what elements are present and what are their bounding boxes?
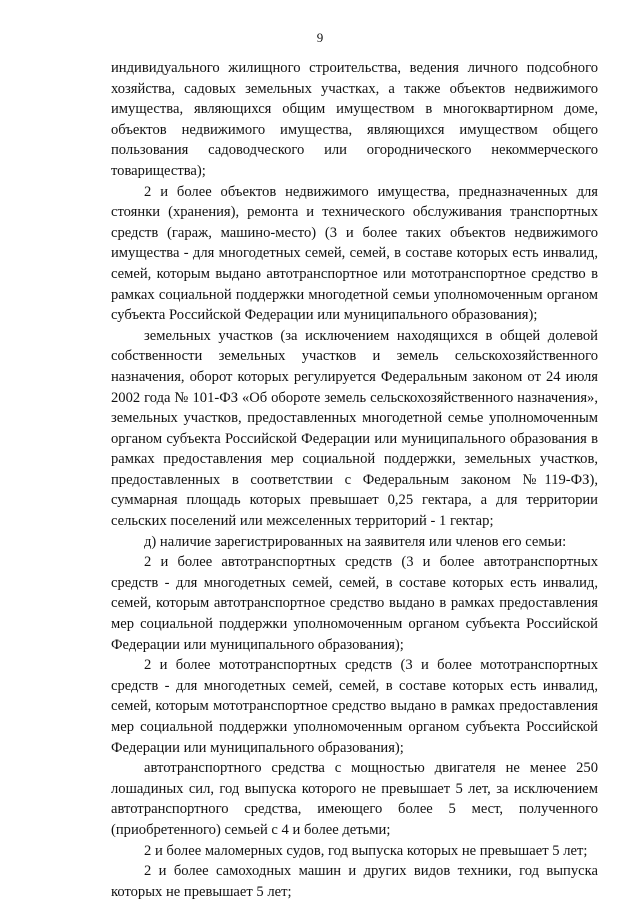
paragraph-4: д) наличие зарегистрированных на заявителя или членов его семьи: [144,533,567,550]
paragraph-8: 2 и более маломерных судов, год выпуска которых не превышает 5 лет; [144,842,588,859]
document-body [111,58,598,902]
paragraph-5: 2 и более автотранспортных средств (3 и более автотранспортных средств - для многодетных семей, семей, в составе которых есть инвалид, семей, которым автотранспортное средство выдано в рамках предоставления мер социальной поддержки уполномоченным органом субъекта Российской Федерации или муниципального образования); [111,554,598,653]
paragraph-6: 2 и более мототранспортных средств (3 и более мототранспортных средств - для многодетных семей, семей, в составе которых есть инвалид, семей, которым мототранспортное средство выдано в рамках предоставления мер социальной поддержки уполномоченным органом субъекта Российской Федерации или муниципального образования); [111,657,598,756]
paragraph-1: индивидуального жилищного строительства, ведения личного подсобного хозяйства, садовых земельных участках, а также объектов недвижимого имущества, являющихся общим имуществом в многоквартирном доме, объектов недвижимого имущества, являющихся имуществом общего пользования садоводческого или огороднического некоммерческого товарищества); [111,60,598,179]
paragraph-9: 2 и более самоходных машин и других видов техники, год выпуска которых не превышает 5 лет; [111,863,598,900]
paragraph-3: земельных участков (за исключением находящихся в общей долевой собственности земельных участков и земель сельскохозяйственного назначения, оборот которых регулируется Федеральным законом от 24 июля 2002 года № 101-ФЗ «Об обороте земель сельскохозяйственного назначения», земельных участков, предоставленных многодетной семье уполномоченным органом субъекта Российской Федерации или муниципального образования в рамках предоставления мер социальной поддержки, земельных участков, предоставленных в соответствии с Федеральным законом №119-ФЗ), суммарная площадь которых превышает 0,25 гектара, а для территории сельских поселений или межселенных территорий - 1 гектар; [111,327,598,530]
paragraph-7: автотранспортного средства с мощностью двигателя не менее 250 лошадиных сил, год выпуска которого не превышает 5 лет, за исключением автотранспортного средства, имеющего более 5 мест, полученного (приобретенного) семьей с 4 и более детьми; [111,760,598,838]
page-number: 9 [316,30,324,45]
paragraph-2: 2 и более объектов недвижимого имущества, предназначенных для стоянки (хранения), ремонта и технического обслуживания транспортных средств (гараж, машино-место) (3 и более таких объектов недвижимого имущества - для многодетных семей, семей, в составе которых есть инвалид, семей, которым выдано автотранспортное или мототранспортное средство в рамках социальной поддержки многодетной семьи уполномоченным органом субъекта Российской Федерации или муниципального образования); [111,183,598,324]
